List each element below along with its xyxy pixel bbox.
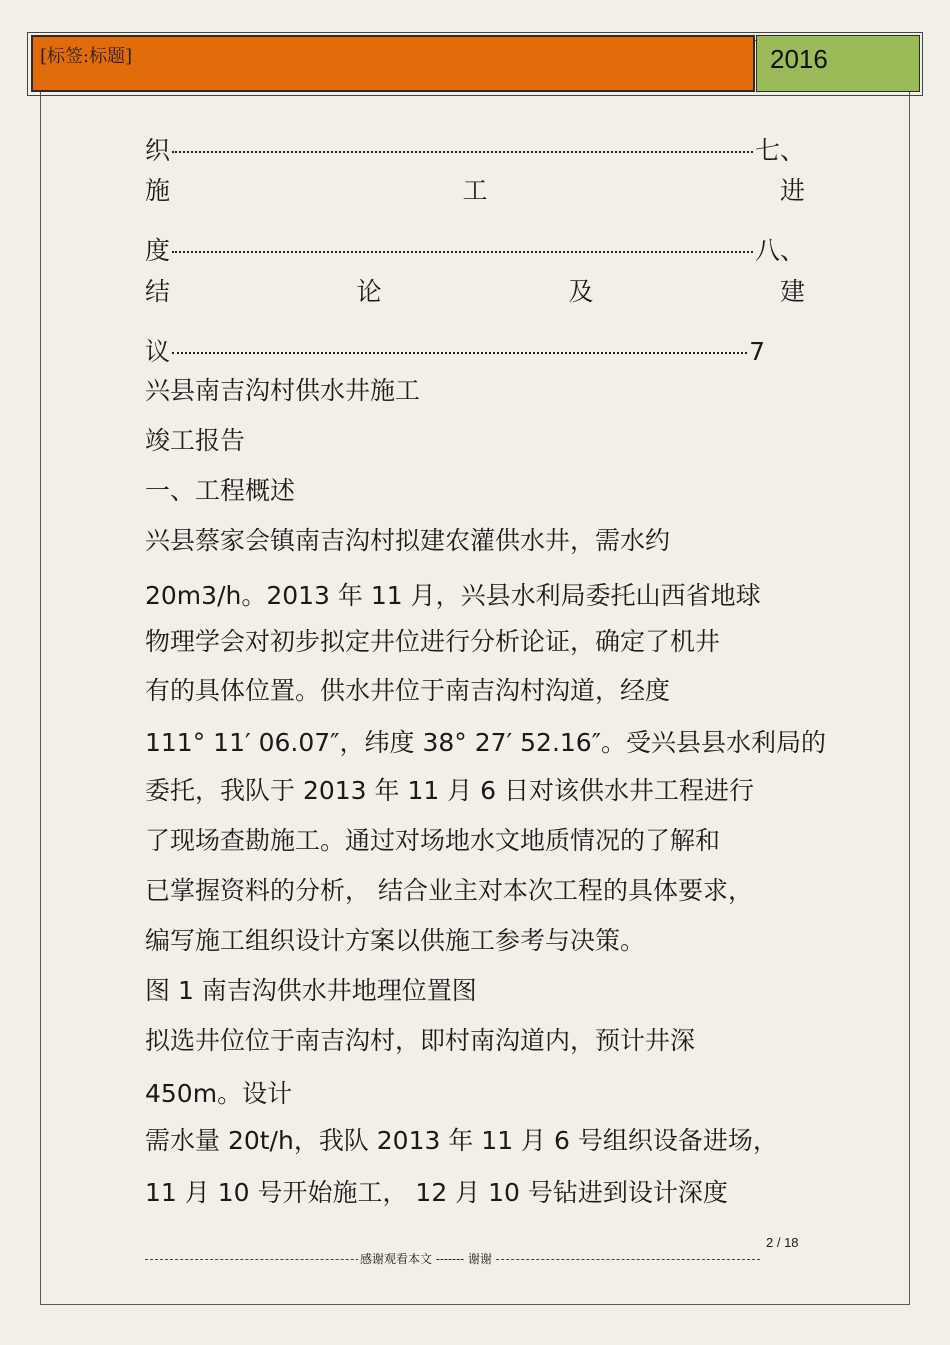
toc-leader-dots	[172, 119, 753, 153]
toc-leader-dots	[172, 219, 753, 253]
toc-line-1-label: 织	[145, 136, 171, 165]
paragraph-line: 11 月 10 号开始施工， 12 月 10 号钻进到设计深度	[145, 1178, 728, 1207]
toc-line-3	[145, 225, 805, 267]
header-year: 2016	[770, 44, 828, 74]
footer-text: 感谢观看本文 ------- 谢谢	[360, 1252, 493, 1266]
toc-line-4-word-2: 论	[356, 277, 382, 306]
toc-line-1-number: 七、	[754, 136, 805, 165]
report-title-line-2: 竣工报告	[145, 426, 246, 455]
paragraph-line: 拟选井位位于南吉沟村，即村南沟道内，预计井深	[145, 1026, 696, 1055]
paragraph-line: 委托，我队于 2013 年 11 月 6 日对该供水井工程进行	[145, 776, 755, 805]
toc-line-5	[145, 326, 765, 368]
paragraph-line: 已掌握资料的分析， 结合业主对本次工程的具体要求，	[145, 876, 753, 905]
toc-line-4	[145, 276, 805, 308]
header-title-bar	[31, 35, 755, 92]
toc-line-2	[145, 175, 805, 207]
toc-line-5-number: 7	[749, 337, 765, 366]
paragraph-line: 有的具体位置。供水井位于南吉沟村沟道，经度	[145, 676, 671, 705]
paragraph-line: 兴县蔡家会镇南吉沟村拟建农灌供水井，需水约	[145, 526, 671, 555]
page-number: 2 / 18	[766, 1235, 799, 1250]
toc-line-4-word-4: 建	[779, 277, 805, 306]
header-tag: [标签:标题]	[40, 46, 133, 67]
paragraph-line: 111° 11′ 06.07″，纬度 38° 27′ 52.16″。受兴县县水利局的	[145, 728, 827, 757]
paragraph-line: 了现场查勘施工。通过对场地水文地质情况的了解和	[145, 826, 721, 855]
paragraph-line: 20m3/h。2013 年 11 月，兴县水利局委托山西省地球	[145, 581, 761, 610]
paragraph-line: 物理学会对初步拟定井位进行分析论证，确定了机井	[145, 627, 721, 656]
report-title-line-1: 兴县南吉沟村供水井施工	[145, 376, 421, 405]
toc-leader-dots	[172, 320, 747, 354]
figure-caption: 图 1 南吉沟供水井地理位置图	[145, 976, 477, 1005]
toc-line-3-number: 八、	[754, 236, 805, 265]
paragraph-line: 需水量 20t/h，我队 2013 年 11 月 6 号组织设备进场，	[145, 1126, 778, 1155]
section-heading: 一、工程概述	[145, 476, 296, 505]
toc-line-2-word-1: 施	[145, 176, 171, 205]
toc-line-2-word-2: 工	[462, 176, 488, 205]
paragraph-line: 编写施工组织设计方案以供施工参考与决策。	[145, 926, 646, 955]
toc-line-5-label: 议	[145, 337, 171, 366]
toc-line-4-word-1: 结	[145, 277, 171, 306]
toc-line-1	[145, 125, 805, 167]
toc-line-3-label: 度	[145, 236, 171, 265]
toc-line-2-word-3: 进	[779, 176, 805, 205]
paragraph-line: 450m。设计	[145, 1079, 293, 1108]
toc-line-4-word-3: 及	[568, 277, 594, 306]
